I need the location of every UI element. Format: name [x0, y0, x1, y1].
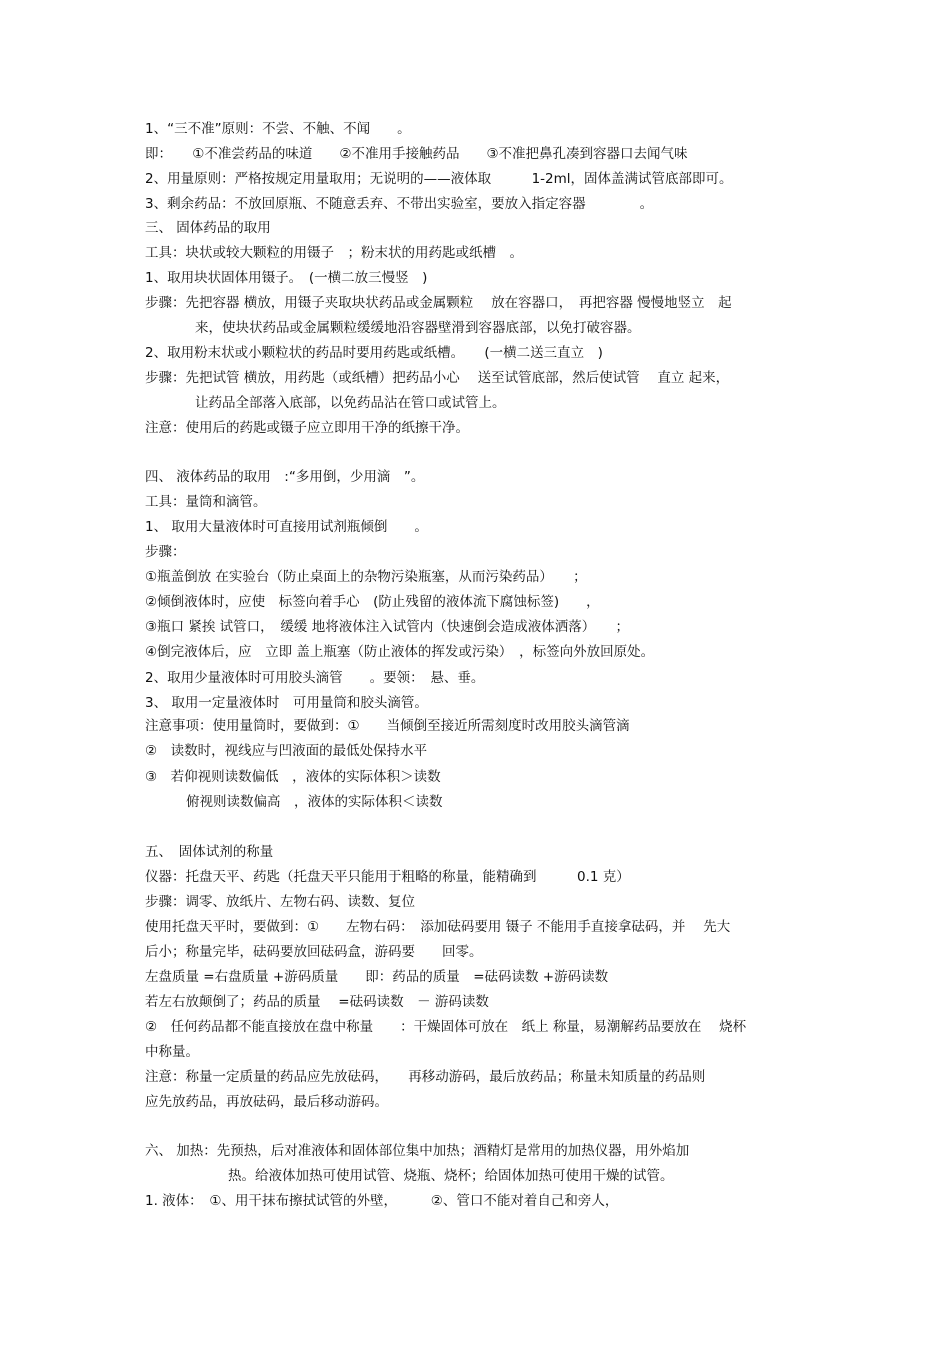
- line-heating-liquid: 1. 液体： ①、用干抹布擦拭试管的外壁， ②、管口不能对着自己和旁人，: [145, 1193, 619, 1209]
- line-liquid-step-1: ①瓶盖倒放 在实验台（防止桌面上的杂物污染瓶塞，从而污染药品） ；: [145, 569, 587, 585]
- line-balance-usage-cont: 后小；称量完毕，砝码要放回砝码盒，游码要 回零。: [145, 944, 483, 960]
- heading-section-6: 六、 加热：先预热，后对准液体和固体部位集中加热；酒精灯是常用的加热仪器，用外焰加: [145, 1143, 690, 1159]
- line-solid-block-steps: 步骤：先把容器 横放，用镊子夹取块状药品或金属颗粒 放在容器口， 再把容器 慢慢地竖立 起: [145, 295, 732, 311]
- line-balance-reversed: 若左右放颠倒了；药品的质量 =砝码读数 － 游码读数: [145, 994, 489, 1010]
- line-liquid-fixed: 3、 取用一定量液体时 可用量筒和胶头滴管。: [145, 695, 428, 711]
- line-liquid-steps-label: 步骤：: [145, 544, 186, 560]
- line-solid-block: 1、取用块状固体用镊子。 (一横二放三慢竖 ): [145, 270, 428, 286]
- line-liquid-step-3: ③瓶口 紧挨 试管口， 缓缓 地将液体注入试管内（快速倒会造成液体洒落） ；: [145, 619, 629, 635]
- line-three-not-detail: 即： ①不准尝药品的味道 ②不准用手接触药品 ③不准把鼻孔凑到容器口去闻气味: [145, 146, 688, 162]
- line-balance-instruments: 仪器：托盘天平、药匙（托盘天平只能用于粗略的称量，能精确到 0.1 克）: [145, 869, 630, 885]
- line-solid-powder-steps-cont: 让药品全部落入底部，以免药品沾在管口或试管上。: [195, 395, 506, 411]
- line-balance-steps: 步骤：调零、放纸片、左物右码、读数、复位: [145, 894, 415, 910]
- line-heating-cont: 热。给液体加热可使用试管、烧瓶、烧杯；给固体加热可使用干燥的试管。: [228, 1168, 674, 1184]
- line-liquid-small: 2、取用少量液体时可用胶头滴管 。要领： 悬、垂。: [145, 670, 485, 686]
- line-balance-usage: 使用托盘天平时，要做到：① 左物右码： 添加砝码要用 镊子 不能用手直接拿砝码，并 先大: [145, 919, 731, 935]
- line-leftover-chemicals: 3、剩余药品：不放回原瓶、不随意丢弃、不带出实验室，要放入指定容器 。: [145, 196, 654, 212]
- heading-section-5: 五、 固体试剂的称量: [145, 844, 274, 860]
- line-balance-note-cont: 应先放药品，再放砝码，最后移动游码。: [145, 1094, 388, 1110]
- line-liquid-step-2: ②倾倒液体时，应使 标签向着手心 (防止残留的液体流下腐蚀标签) ，: [145, 594, 600, 610]
- line-balance-note: 注意：称量一定质量的药品应先放砝码， 再移动游码，最后放药品；称量未知质量的药品则: [145, 1069, 706, 1085]
- line-solid-block-steps-cont: 来，使块状药品或金属颗粒缓缓地沿容器壁滑到容器底部，以免打破容器。: [195, 320, 641, 336]
- line-balance-rule-2-cont: 中称量。: [145, 1044, 199, 1060]
- heading-section-4: 四、 液体药品的取用 :“多用倒，少用滴 ”。: [145, 469, 425, 485]
- heading-section-3: 三、 固体药品的取用: [145, 220, 271, 236]
- line-solid-note: 注意：使用后的药匙或镊子应立即用干净的纸擦干净。: [145, 420, 469, 436]
- line-liquid-tools: 工具：量筒和滴管。: [145, 494, 267, 510]
- line-dosage-principle: 2、用量原则：严格按规定用量取用；无说明的——液体取 1-2ml，固体盖满试管底部即可。: [145, 171, 733, 187]
- line-liquid-step-4: ④倒完液体后，应 立即 盖上瓶塞（防止液体的挥发或污染） ，标签向外放回原处。: [145, 644, 655, 660]
- line-cylinder-lookup: ③ 若仰视则读数偏低 ，液体的实际体积＞读数: [145, 769, 441, 785]
- line-balance-formula: 左盘质量 =右盘质量 +游码质量 即：药品的质量 =砝码读数 +游码读数: [145, 969, 609, 985]
- line-solid-powder: 2、取用粉末状或小颗粒状的药品时要用药匙或纸槽。 (一横二送三直立 ): [145, 345, 603, 361]
- line-solid-tools: 工具：块状或较大颗粒的用镊子 ；粉末状的用药匙或纸槽 。: [145, 245, 523, 261]
- line-balance-rule-2: ② 任何药品都不能直接放在盘中称量 ：干燥固体可放在 纸上 称量，易潮解药品要放在 烧杯: [145, 1019, 747, 1035]
- line-cylinder-note: 注意事项：使用量筒时，要做到：① 当倾倒至接近所需刻度时改用胶头滴管滴: [145, 718, 630, 734]
- line-three-not-principle: 1、“三不准”原则：不尝、不触、不闻 。: [145, 121, 411, 137]
- line-cylinder-read: ② 读数时，视线应与凹液面的最低处保持水平: [145, 743, 428, 759]
- line-solid-powder-steps: 步骤：先把试管 横放，用药匙（或纸槽）把药品小心 送至试管底部，然后使试管 直立 起来，: [145, 370, 730, 386]
- line-liquid-large: 1、 取用大量液体时可直接用试剂瓶倾倒 。: [145, 519, 428, 535]
- line-cylinder-lookdown: 俯视则读数偏高 ，液体的实际体积＜读数: [186, 794, 443, 810]
